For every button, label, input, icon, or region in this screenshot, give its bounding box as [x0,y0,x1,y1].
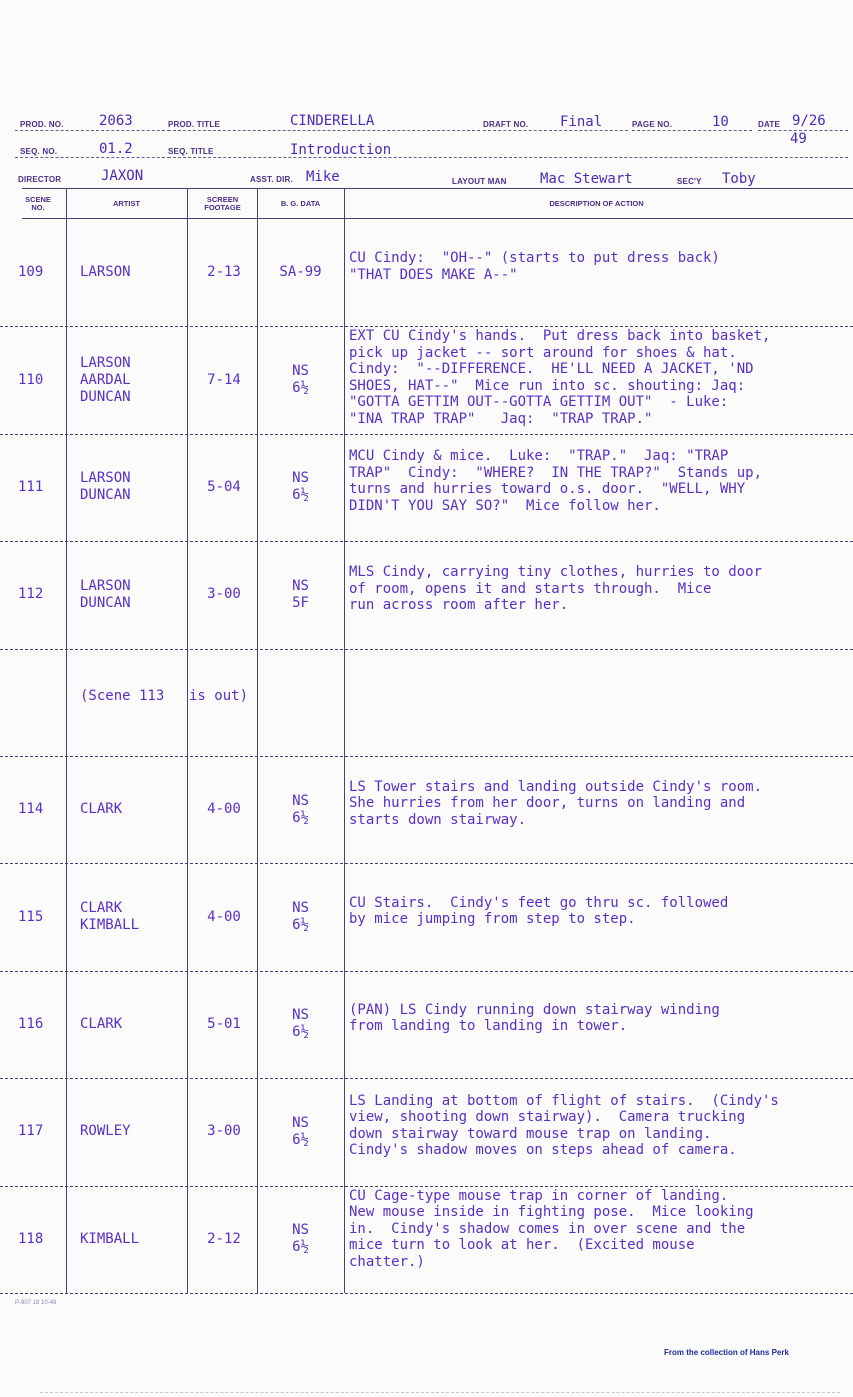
seq-title-value: Introduction [290,142,392,158]
bg-data: NS 6½ [292,363,309,397]
prod-title-label: PROD. TITLE [168,120,220,129]
description-of-action: EXT CU Cindy's hands. Put dress back into basket, pick up jacket -- sort around for shoes & hat. Cindy: "--DIFFERENCE. HE'LL NEED A JACKET, 'ND SHOES, HAT--" Mice run into sc. shouting: Jaq: "GOTTA GETTIM OUT--GOTTA GETTIM OUT" - Luke: "INA TRAP TRAP" Jaq: "TRAP TRAP." [349,328,771,427]
scene-no: 111 [18,478,44,495]
table-row [0,326,853,433]
bg-data: SA-99 [279,264,322,281]
col-header-description: DESCRIPTION OF ACTION [549,199,644,208]
screen-footage: 5-01 [207,1015,241,1032]
bg-data: NS 6½ [292,470,309,504]
bg-data: NS 6½ [292,1007,309,1041]
form-code: P-907 18 10-49 [15,1300,57,1306]
page-no-label: PAGE NO. [632,120,673,129]
screen-footage: 3-00 [207,586,241,603]
director-label: DIRECTOR [18,175,62,184]
artist: LARSON [80,264,131,281]
screen-footage: is out) [189,688,249,705]
secy-value: Toby [722,171,756,187]
scene-no: 118 [18,1230,44,1247]
layout-man-label: LAYOUT MAN [452,177,507,186]
description-of-action: CU Stairs. Cindy's feet go thru sc. followed by mice jumping from step to step. [349,894,729,928]
screen-footage: 5-04 [207,478,241,495]
table-row [0,756,853,863]
bg-data: NS 6½ [292,1222,309,1256]
table-row [0,971,853,1078]
scene-no: 115 [18,908,44,925]
layout-man-value: Mac Stewart [540,171,633,187]
asst-dir-value: Mike [306,169,340,185]
description-of-action: LS Landing at bottom of flight of stairs. (Cindy's view, shooting down stairway). Camera trucking down stairway toward mouse trap on landing. Cindy's shadow moves on steps ahead of camera. [349,1092,779,1159]
date-label: DATE [758,120,780,129]
date-value: 9/26 [792,113,826,129]
seq-title-label: SEQ. TITLE [168,147,214,156]
screen-footage: 4-00 [207,908,241,925]
director-value: JAXON [101,168,144,184]
description-of-action: (PAN) LS Cindy running down stairway winding from landing to landing in tower. [349,1001,720,1035]
col-header-screen-footage: SCREEN FOOTAGE [204,195,241,212]
seq-no-label: SEQ. NO. [20,147,58,156]
col-header-artist: ARTIST [112,199,141,208]
description-of-action: LS Tower stairs and landing outside Cindy's room. She hurries from her door, turns on landing and starts down stairway. [349,778,763,828]
scene-no: 109 [18,264,44,281]
scene-no: 110 [18,371,44,388]
artist: CLARK [80,801,123,818]
table-row [0,219,853,326]
artist: (Scene 113 [80,688,165,705]
seq-no-value: 01.2 [99,141,133,157]
table-row [0,649,853,756]
col-header-scene-no: SCENE NO. [25,195,51,212]
artist: CLARK [80,1015,123,1032]
screen-footage: 4-00 [207,801,241,818]
screen-footage: 2-12 [207,1230,241,1247]
screen-footage: 2-13 [207,264,241,281]
draft-no-label: DRAFT NO. [483,120,529,129]
prod-no-value: 2063 [99,113,133,129]
date-year: 49 [790,131,807,147]
bg-data: NS 6½ [292,1114,309,1148]
col-header-bg-data: B. G. DATA [280,199,321,208]
table-row [0,1078,853,1185]
page-no-value: 10 [712,114,729,130]
screen-footage: 7-14 [207,371,241,388]
scene-no: 117 [18,1123,44,1140]
screen-footage: 3-00 [207,1123,241,1140]
prod-title-value: CINDERELLA [290,113,375,129]
description-of-action: CU Cindy: "OH--" (starts to put dress back) "THAT DOES MAKE A--" [349,250,720,283]
artist: LARSON AARDAL DUNCAN [80,354,131,405]
bg-data: NS 6½ [292,792,309,826]
scene-no: 114 [18,801,44,818]
asst-dir-label: ASST. DIR. [250,175,293,184]
artist: LARSON DUNCAN [80,577,131,611]
table-row [0,434,853,541]
bg-data: NS 5F [292,577,309,611]
artist: LARSON DUNCAN [80,470,131,504]
description-of-action: MCU Cindy & mice. Luke: "TRAP." Jaq: "TRAP TRAP" Cindy: "WHERE? IN THE TRAP?" Stands up, turns and hurries toward o.s. door. "WELL, WHY DIDN'T YOU SAY SO?" Mice follow her. [349,448,763,514]
table-row [0,1186,853,1293]
scene-no: 116 [18,1015,44,1032]
prod-no-label: PROD. NO. [20,120,64,129]
collection-credit: From the collection of Hans Perk [664,1348,789,1357]
scene-no: 112 [18,586,44,603]
description-of-action: CU Cage-type mouse trap in corner of landing. New mouse inside in fighting pose. Mice looking in. Cindy's shadow comes in over scene and the mice turn to look at her. (Excited mouse chatter.) [349,1187,754,1270]
secy-label: SEC'Y [677,177,702,186]
description-of-action: MLS Cindy, carrying tiny clothes, hurries to door of room, opens it and starts through. Mice run across room after her. [349,564,763,614]
artist: ROWLEY [80,1123,131,1140]
table-row [0,863,853,970]
artist: KIMBALL [80,1230,140,1247]
table-row [0,541,853,648]
bg-data: NS 6½ [292,900,309,934]
draft-no-value: Final [560,114,603,130]
artist: CLARK KIMBALL [80,900,140,934]
